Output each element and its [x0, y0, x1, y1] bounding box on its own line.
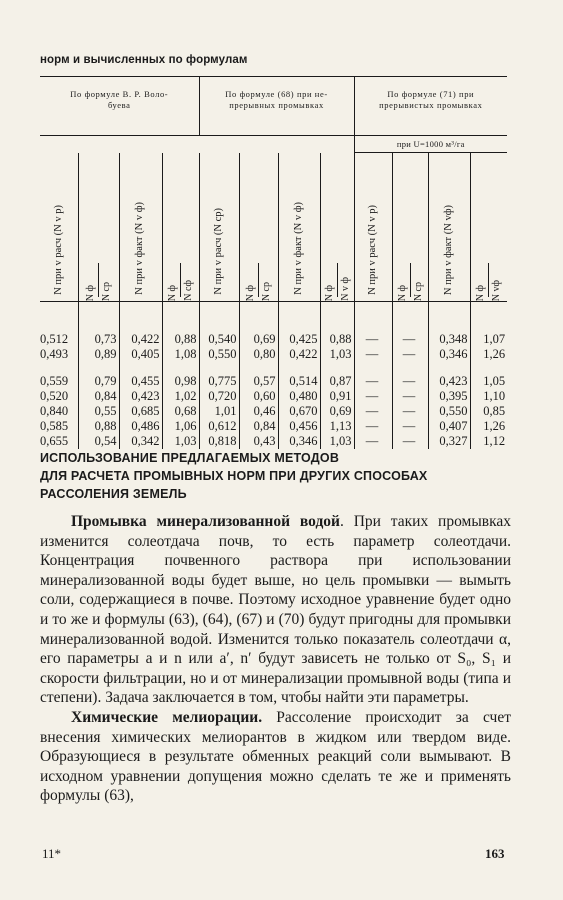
table-cell: 0,655	[40, 434, 69, 448]
table-cell: 0,55	[78, 404, 119, 419]
table-cell: 0,585	[40, 419, 69, 433]
table-cell: 0,88	[320, 332, 354, 347]
table-cell: 0,775	[199, 374, 239, 389]
ratio-divider	[180, 263, 181, 297]
spacer-cell	[320, 362, 354, 374]
table-cell: —	[392, 374, 428, 389]
spacer-cell	[119, 302, 162, 333]
ratio-denominator: N сф	[183, 280, 194, 301]
table-cell: 0,85	[470, 404, 507, 419]
table-row	[40, 389, 507, 404]
spacer-cell	[470, 362, 507, 374]
group-formula68-label: По формуле (68) при не- прерывных промывках	[225, 89, 328, 110]
table-cell: 0,348	[428, 332, 470, 347]
table-cell: 0,88	[78, 419, 119, 434]
table-cell: 0,88	[162, 332, 199, 347]
table-cell: 1,03	[162, 434, 199, 449]
table-cell: 0,456	[278, 419, 320, 434]
column-header	[470, 153, 507, 302]
ratio-divider	[98, 263, 99, 297]
ratio-divider	[337, 263, 338, 297]
spacer-cell	[119, 362, 162, 374]
page-number: 163	[485, 846, 505, 861]
column-header	[119, 153, 162, 302]
ratio-numerator: N ф	[245, 284, 257, 301]
table-cell: 0,685	[119, 404, 162, 419]
paragraph-mineralized-water	[40, 512, 511, 708]
paragraph-2-lead: Химические мелиорации.	[71, 708, 263, 726]
ratio-divider	[410, 263, 411, 297]
ratio-header	[240, 153, 278, 302]
section-title-line-3: РАССОЛЕНИЯ ЗЕМЕЛЬ	[40, 487, 187, 501]
table-cell: 0,455	[119, 374, 162, 389]
table-cell: 1,05	[470, 374, 507, 389]
paragraph-2-text: Рассоление происходит за счет внесения химических мелиорантов в жидком или твердом виде. Образующиеся в результате обменных реакций соли вымывают. В исходном уравнении допущения можно сделать те же и применять формулы (63),	[40, 708, 512, 805]
column-header	[428, 153, 470, 302]
ratio-divider	[258, 263, 259, 297]
table-cell: 1,12	[470, 434, 507, 449]
column-header	[199, 153, 239, 302]
table-cell: 0,46	[239, 404, 278, 419]
spacer-cell	[199, 302, 239, 333]
ratio-numerator: N ф	[475, 284, 487, 301]
spacer-cell	[278, 362, 320, 374]
column-header-label: N при v расч (N v р)	[52, 205, 64, 295]
spacer-row	[40, 302, 507, 333]
table-cell: —	[354, 347, 392, 362]
table-cell: 0,346	[278, 434, 320, 449]
table-cell: 0,423	[428, 374, 470, 389]
table-cell: 0,395	[428, 389, 470, 404]
spacer-cell	[354, 362, 392, 374]
table-cell: 0,87	[320, 374, 354, 389]
table-cell: —	[354, 389, 392, 404]
table-cell: 0,79	[78, 374, 119, 389]
group-formula71-header	[354, 77, 507, 136]
column-header	[162, 153, 199, 302]
spacer-cell	[199, 362, 239, 374]
table-cell: 0,69	[320, 404, 354, 419]
gap-row	[40, 362, 507, 374]
table-row	[40, 404, 507, 419]
column-header-label: N при v факт (N vф)	[442, 204, 454, 295]
spacer-cell	[428, 362, 470, 374]
section-title-line-2: ДЛЯ РАСЧЕТА ПРОМЫВНЫХ НОРМ ПРИ ДРУГИХ СПОСОБАХ	[40, 469, 428, 483]
table-cell: 1,26	[470, 419, 507, 434]
table-cell: 1,08	[162, 347, 199, 362]
section-title-line-1: ИСПОЛЬЗОВАНИЕ ПРЕДЛАГАЕМЫХ МЕТОДОВ	[40, 451, 340, 465]
spacer-cell	[40, 362, 78, 374]
ratio-numerator: N ф	[323, 284, 335, 301]
table-cell: 0,91	[320, 389, 354, 404]
spacer-cell	[354, 302, 392, 333]
table-cell: 0,60	[239, 389, 278, 404]
ratio-denominator: N v ф	[339, 277, 351, 301]
table-cell: 0,540	[199, 332, 239, 347]
spacer-cell	[239, 302, 278, 333]
table-cell: 0,407	[428, 419, 470, 434]
ratio-denominator: N ср	[101, 281, 112, 301]
flow-rate-subheader: при U=1000 м³/га	[354, 136, 507, 153]
table-cell: 0,493	[40, 347, 69, 361]
body-text	[40, 512, 511, 806]
table-cell: 0,346	[428, 347, 470, 362]
table-block-1	[40, 332, 507, 362]
spacer-cell	[239, 362, 278, 374]
table-cell: 1,03	[320, 434, 354, 449]
table-cell: 0,423	[119, 389, 162, 404]
paragraph-1-text: . При таких промывках изменится солеотдача почв, то есть параметр солеотдачи. Концентрация почвенного раствора при использовании минерализованной воды будет выше, но цель промывки — вымыть соли, содержащиеся в почве. Поэтому исходное уравнение будет одно и то же и формулы (63), (64), (67) и (70) будут пригодны для промывки минерализованной водой. Изменится только показатель солеотдачи α, его параметры a и n или a′, n′ будут зависеть не только от S₀, S₁ и скорости фильтрации, но и от минерализации промывной воды (типа и степени). Задача заключается в том, чтобы найти эти параметры.	[40, 513, 512, 707]
spacer-cell	[392, 302, 428, 333]
table-cell: 0,550	[199, 347, 239, 362]
ratio-denominator: N ср	[261, 281, 273, 301]
ratio-numerator: N ф	[167, 284, 178, 301]
table-cell: 0,520	[40, 389, 69, 403]
ratio-header	[163, 153, 199, 302]
data-table	[40, 76, 507, 449]
column-header	[278, 153, 320, 302]
table-cell: 0,559	[40, 374, 69, 388]
table-cell: —	[392, 389, 428, 404]
table-row	[40, 347, 507, 362]
ratio-denominator: N ср	[412, 281, 424, 301]
table-cell: 0,840	[40, 404, 69, 418]
table-cell: 0,480	[278, 389, 320, 404]
spacer-cell	[392, 362, 428, 374]
table-cell: 0,512	[40, 332, 69, 346]
table-cell: 1,13	[320, 419, 354, 434]
spacer-cell	[78, 302, 119, 333]
column-header-label: N при v факт (N v ф)	[292, 202, 304, 295]
column-header	[239, 153, 278, 302]
table-cell: 0,84	[78, 389, 119, 404]
paragraph-1-lead: Промывка минерализованной водой	[71, 513, 340, 530]
table-cell: 0,80	[239, 347, 278, 362]
ratio-header	[321, 153, 354, 302]
spacer-cell	[428, 302, 470, 333]
table-row	[40, 332, 507, 347]
group-formula68-header	[199, 77, 354, 136]
table-cell: —	[354, 404, 392, 419]
table-cell: —	[354, 374, 392, 389]
table-cell: 0,68	[162, 404, 199, 419]
table-cell: 0,57	[239, 374, 278, 389]
table-cell: —	[392, 404, 428, 419]
table-cell: 0,422	[278, 347, 320, 362]
spacer-cell	[278, 302, 320, 333]
table-cell: —	[392, 347, 428, 362]
table-cell: 0,54	[78, 434, 119, 449]
table-cell: 0,670	[278, 404, 320, 419]
column-header-label: N при v факт (N v ф)	[134, 202, 146, 295]
spacer-cell	[162, 362, 199, 374]
table-cell: —	[354, 434, 392, 449]
ratio-header	[79, 153, 119, 302]
table-row	[40, 374, 507, 389]
group-formula71-label: По формуле (71) при прерывистых промывках	[379, 89, 483, 110]
ratio-divider	[488, 263, 489, 297]
ratio-numerator: N ф	[85, 284, 96, 301]
signature-mark: 11*	[42, 846, 62, 861]
table-cell: —	[354, 332, 392, 347]
table-cell: 0,720	[199, 389, 239, 404]
table-cell: —	[354, 419, 392, 434]
column-header	[354, 153, 392, 302]
spacer-cell	[40, 302, 78, 333]
table-cell: 0,550	[428, 404, 470, 419]
section-title	[40, 449, 510, 503]
table-cell: 1,02	[162, 389, 199, 404]
table-cell: 0,486	[119, 419, 162, 434]
table-cell: 0,69	[239, 332, 278, 347]
table-cell: 0,612	[199, 419, 239, 434]
table-cell: 1,01	[199, 404, 239, 419]
table-cell: 0,98	[162, 374, 199, 389]
spacer-cell	[162, 302, 199, 333]
spacer-cell	[320, 302, 354, 333]
table-cell: —	[392, 332, 428, 347]
table-cell: 1,03	[320, 347, 354, 362]
group-volobuev-header	[40, 77, 199, 136]
table-cell: 0,43	[239, 434, 278, 449]
column-header	[320, 153, 354, 302]
ratio-header	[393, 153, 428, 301]
table-block-2	[40, 374, 507, 449]
table-cell: 0,327	[428, 434, 470, 449]
table-cell: 0,342	[119, 434, 162, 449]
spacer-cell	[470, 302, 507, 333]
table-cell: 0,73	[78, 332, 119, 347]
table-cell: 1,06	[162, 419, 199, 434]
group-volobuev-label: По формуле В. Р. Воло- буева	[70, 89, 169, 110]
table-cell: 0,89	[78, 347, 119, 362]
column-header-row	[40, 153, 507, 302]
column-header	[40, 153, 78, 302]
table-row	[40, 419, 507, 434]
table-cell: 0,514	[278, 374, 320, 389]
column-header-label: N при v расч (N v р)	[366, 205, 378, 295]
table-cell: 0,84	[239, 419, 278, 434]
running-header: норм и вычисленных по формулам	[40, 54, 248, 66]
table-cell: —	[392, 434, 428, 449]
ratio-numerator: N ф	[396, 284, 408, 301]
table-cell: 0,818	[199, 434, 239, 449]
column-header-label: N при v расч (N ср)	[212, 208, 224, 295]
table-cell: 0,422	[119, 332, 162, 347]
table-cell: 0,425	[278, 332, 320, 347]
table-cell: 0,405	[119, 347, 162, 362]
paragraph-chemical-melioration	[40, 708, 511, 806]
spacer-cell	[78, 362, 119, 374]
ratio-denominator: N vф	[491, 279, 503, 301]
table-cell: 1,10	[470, 389, 507, 404]
ratio-header	[471, 153, 508, 301]
table-cell: 1,07	[470, 332, 507, 347]
column-header	[78, 153, 119, 302]
table-row	[40, 434, 507, 449]
column-header	[392, 153, 428, 302]
table-cell: —	[392, 419, 428, 434]
table-cell: 1,26	[470, 347, 507, 362]
